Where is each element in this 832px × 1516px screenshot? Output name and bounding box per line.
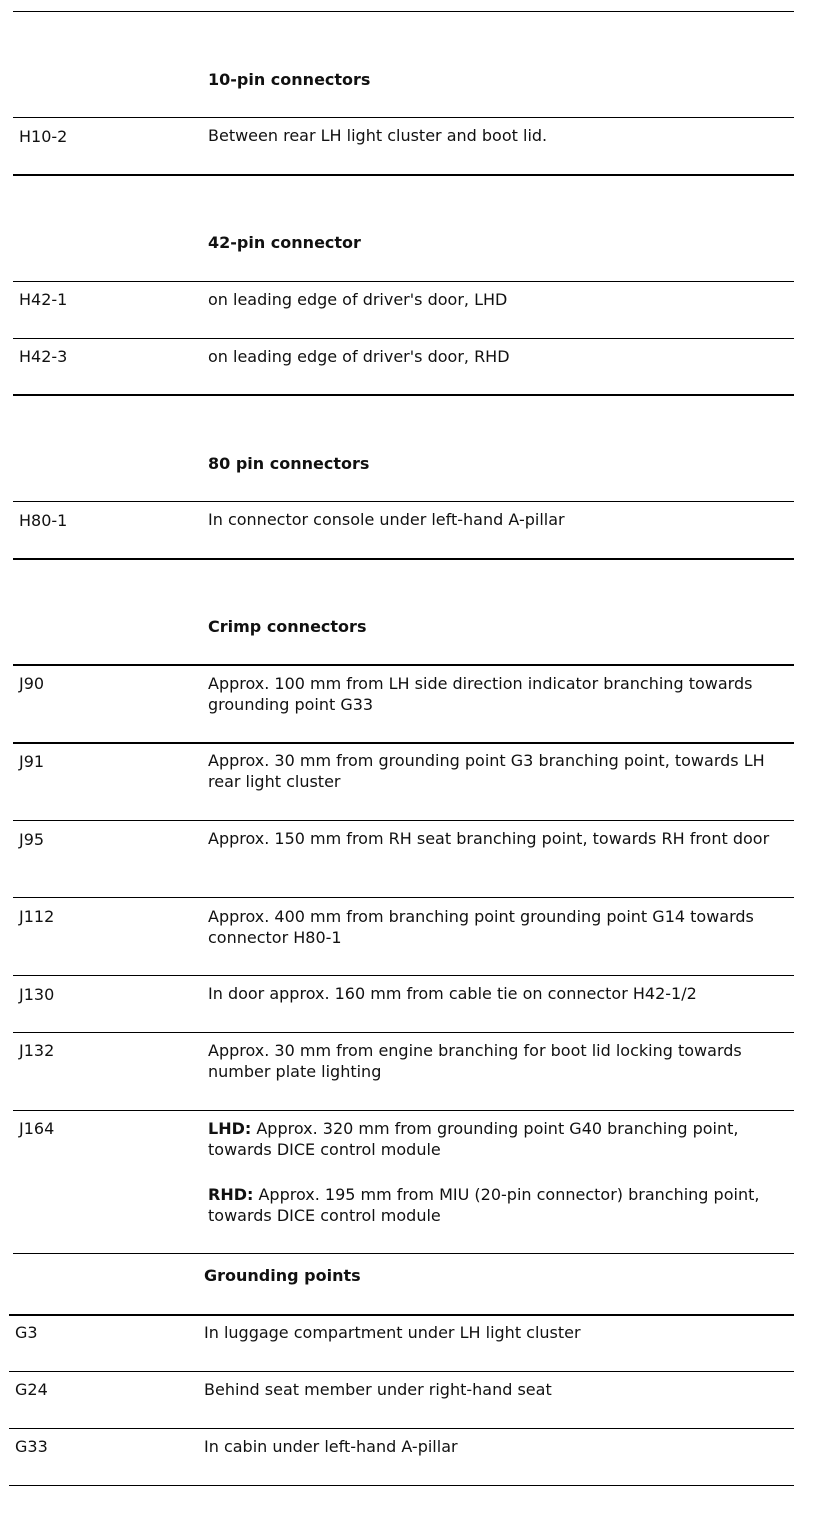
- divider: [9, 1314, 794, 1316]
- divider: [13, 742, 794, 744]
- grounding-location: Behind seat member under right-hand seat: [204, 1380, 552, 1399]
- section-heading-80-pin: 80 pin connectors: [208, 454, 370, 473]
- connector-location: Approx. 150 mm from RH seat branching point, towards RH front door: [208, 829, 770, 848]
- divider: [13, 975, 794, 976]
- grounding-location: In cabin under left-hand A-pillar: [204, 1437, 458, 1456]
- divider: [9, 1371, 794, 1372]
- section-heading-grounding: Grounding points: [204, 1266, 361, 1285]
- divider: [13, 558, 794, 560]
- divider: [13, 394, 794, 396]
- connector-location: Approx. 100 mm from LH side direction indicator branching towards grounding point G33: [208, 674, 753, 714]
- connector-location: Approx. 400 mm from branching point grounding point G14 towards connector H80-1: [208, 907, 754, 947]
- connector-location: In connector console under left-hand A-pillar: [208, 510, 565, 529]
- divider: [13, 338, 794, 339]
- divider: [9, 1485, 794, 1486]
- connector-id: H42-3: [19, 347, 68, 366]
- connector-location: In door approx. 160 mm from cable tie on connector H42-1/2: [208, 984, 697, 1003]
- connector-id: J130: [19, 985, 55, 1004]
- connector-location-rhd: [208, 1184, 798, 1226]
- divider: [13, 1253, 794, 1254]
- connector-id: J95: [19, 830, 45, 849]
- connector-id: J132: [19, 1041, 55, 1060]
- connector-id: J90: [19, 674, 45, 693]
- grounding-location: In luggage compartment under LH light cluster: [204, 1323, 581, 1342]
- grounding-id: G33: [15, 1437, 48, 1456]
- section-heading-crimp: Crimp connectors: [208, 617, 367, 636]
- connector-location: Approx. 30 mm from engine branching for boot lid locking towards number plate lighting: [208, 1041, 742, 1081]
- divider: [13, 820, 794, 821]
- connector-location: on leading edge of driver's door, RHD: [208, 347, 510, 366]
- connector-location: Between rear LH light cluster and boot lid.: [208, 126, 548, 145]
- connector-id: J112: [19, 907, 55, 926]
- divider: [13, 11, 794, 12]
- grounding-id: G3: [15, 1323, 38, 1342]
- rhd-label: RHD:: [208, 1185, 254, 1204]
- section-heading-42-pin: 42-pin connector: [208, 233, 361, 252]
- connector-id: H10-2: [19, 127, 68, 146]
- connector-id: H42-1: [19, 290, 68, 309]
- connector-id: J164: [19, 1119, 55, 1138]
- grounding-id: G24: [15, 1380, 48, 1399]
- lhd-text: Approx. 320 mm from grounding point G40 branching point, towards DICE control module: [208, 1119, 739, 1159]
- lhd-label: LHD:: [208, 1119, 252, 1138]
- connector-location: Approx. 30 mm from grounding point G3 branching point, towards LH rear light cluster: [208, 751, 765, 791]
- divider: [13, 1032, 794, 1033]
- connector-id: H80-1: [19, 511, 68, 530]
- divider: [13, 281, 794, 282]
- divider: [13, 117, 794, 118]
- divider: [13, 1110, 794, 1111]
- divider: [13, 664, 794, 666]
- section-heading-10-pin: 10-pin connectors: [208, 70, 371, 89]
- connector-location: on leading edge of driver's door, LHD: [208, 290, 508, 309]
- divider: [13, 501, 794, 502]
- divider: [13, 174, 794, 176]
- rhd-text: Approx. 195 mm from MIU (20-pin connector) branching point, towards DICE control module: [208, 1185, 760, 1225]
- connector-location-lhd: [208, 1118, 798, 1160]
- divider: [13, 897, 794, 898]
- connector-id: J91: [19, 752, 45, 771]
- divider: [9, 1428, 794, 1429]
